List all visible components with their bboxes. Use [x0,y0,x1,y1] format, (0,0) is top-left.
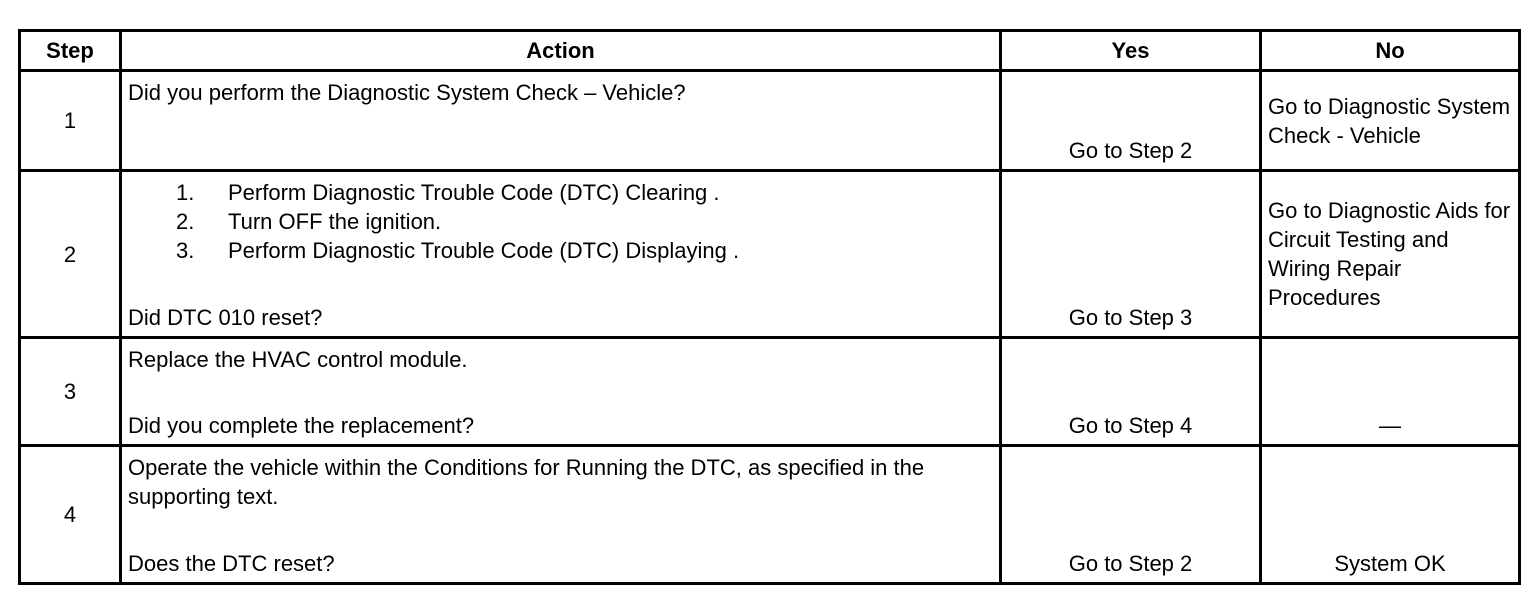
list-item-text: Turn OFF the ignition. [228,209,442,234]
list-item [176,178,993,207]
header-yes: Yes [1001,31,1261,71]
list-item [176,207,993,236]
action-cell [121,171,1001,338]
action-text: Replace the HVAC control module. [128,347,468,372]
step-number: 1 [20,71,121,171]
action-question: Did you complete the replacement? [128,413,475,438]
action-question: Does the DTC reset? [128,551,335,576]
header-action: Action [121,31,1001,71]
action-text: Did you perform the Diagnostic System Check – Vehicle? [128,80,686,105]
list-item-number: 1. [176,180,195,205]
no-result: System OK [1261,446,1520,584]
no-link[interactable]: Go to Diagnostic Aids for Circuit Testing and Wiring Repair Procedures [1261,171,1520,338]
yes-link[interactable]: Go to Step 2 [1001,71,1261,171]
list-item-number: 3. [176,238,195,263]
action-cell [121,446,1001,584]
yes-link[interactable]: Go to Step 4 [1001,338,1261,446]
diagnostic-table [18,29,1521,585]
step-number: 3 [20,338,121,446]
table-row [20,171,1520,338]
list-item-number: 2. [176,209,195,234]
header-step: Step [20,31,121,71]
yes-link[interactable]: Go to Step 2 [1001,446,1261,584]
action-text: Operate the vehicle within the Conditions for Running the DTC, as specified in the supporting text. [128,455,925,509]
table-row [20,338,1520,446]
list-item-text[interactable]: Perform Diagnostic Trouble Code (DTC) Displaying . [228,238,740,263]
table-row [20,71,1520,171]
action-cell [121,71,1001,171]
header-no: No [1261,31,1520,71]
list-item-text[interactable]: Perform Diagnostic Trouble Code (DTC) Clearing . [228,180,720,205]
header-row [20,31,1520,71]
step-number: 4 [20,446,121,584]
no-result: — [1261,338,1520,446]
action-cell [121,338,1001,446]
list-item [176,236,993,265]
yes-link[interactable]: Go to Step 3 [1001,171,1261,338]
action-question: Did DTC 010 reset? [128,305,323,330]
step-number: 2 [20,171,121,338]
table-row [20,446,1520,584]
no-link[interactable]: Go to Diagnostic System Check - Vehicle [1261,71,1520,171]
action-step-list [128,178,993,265]
